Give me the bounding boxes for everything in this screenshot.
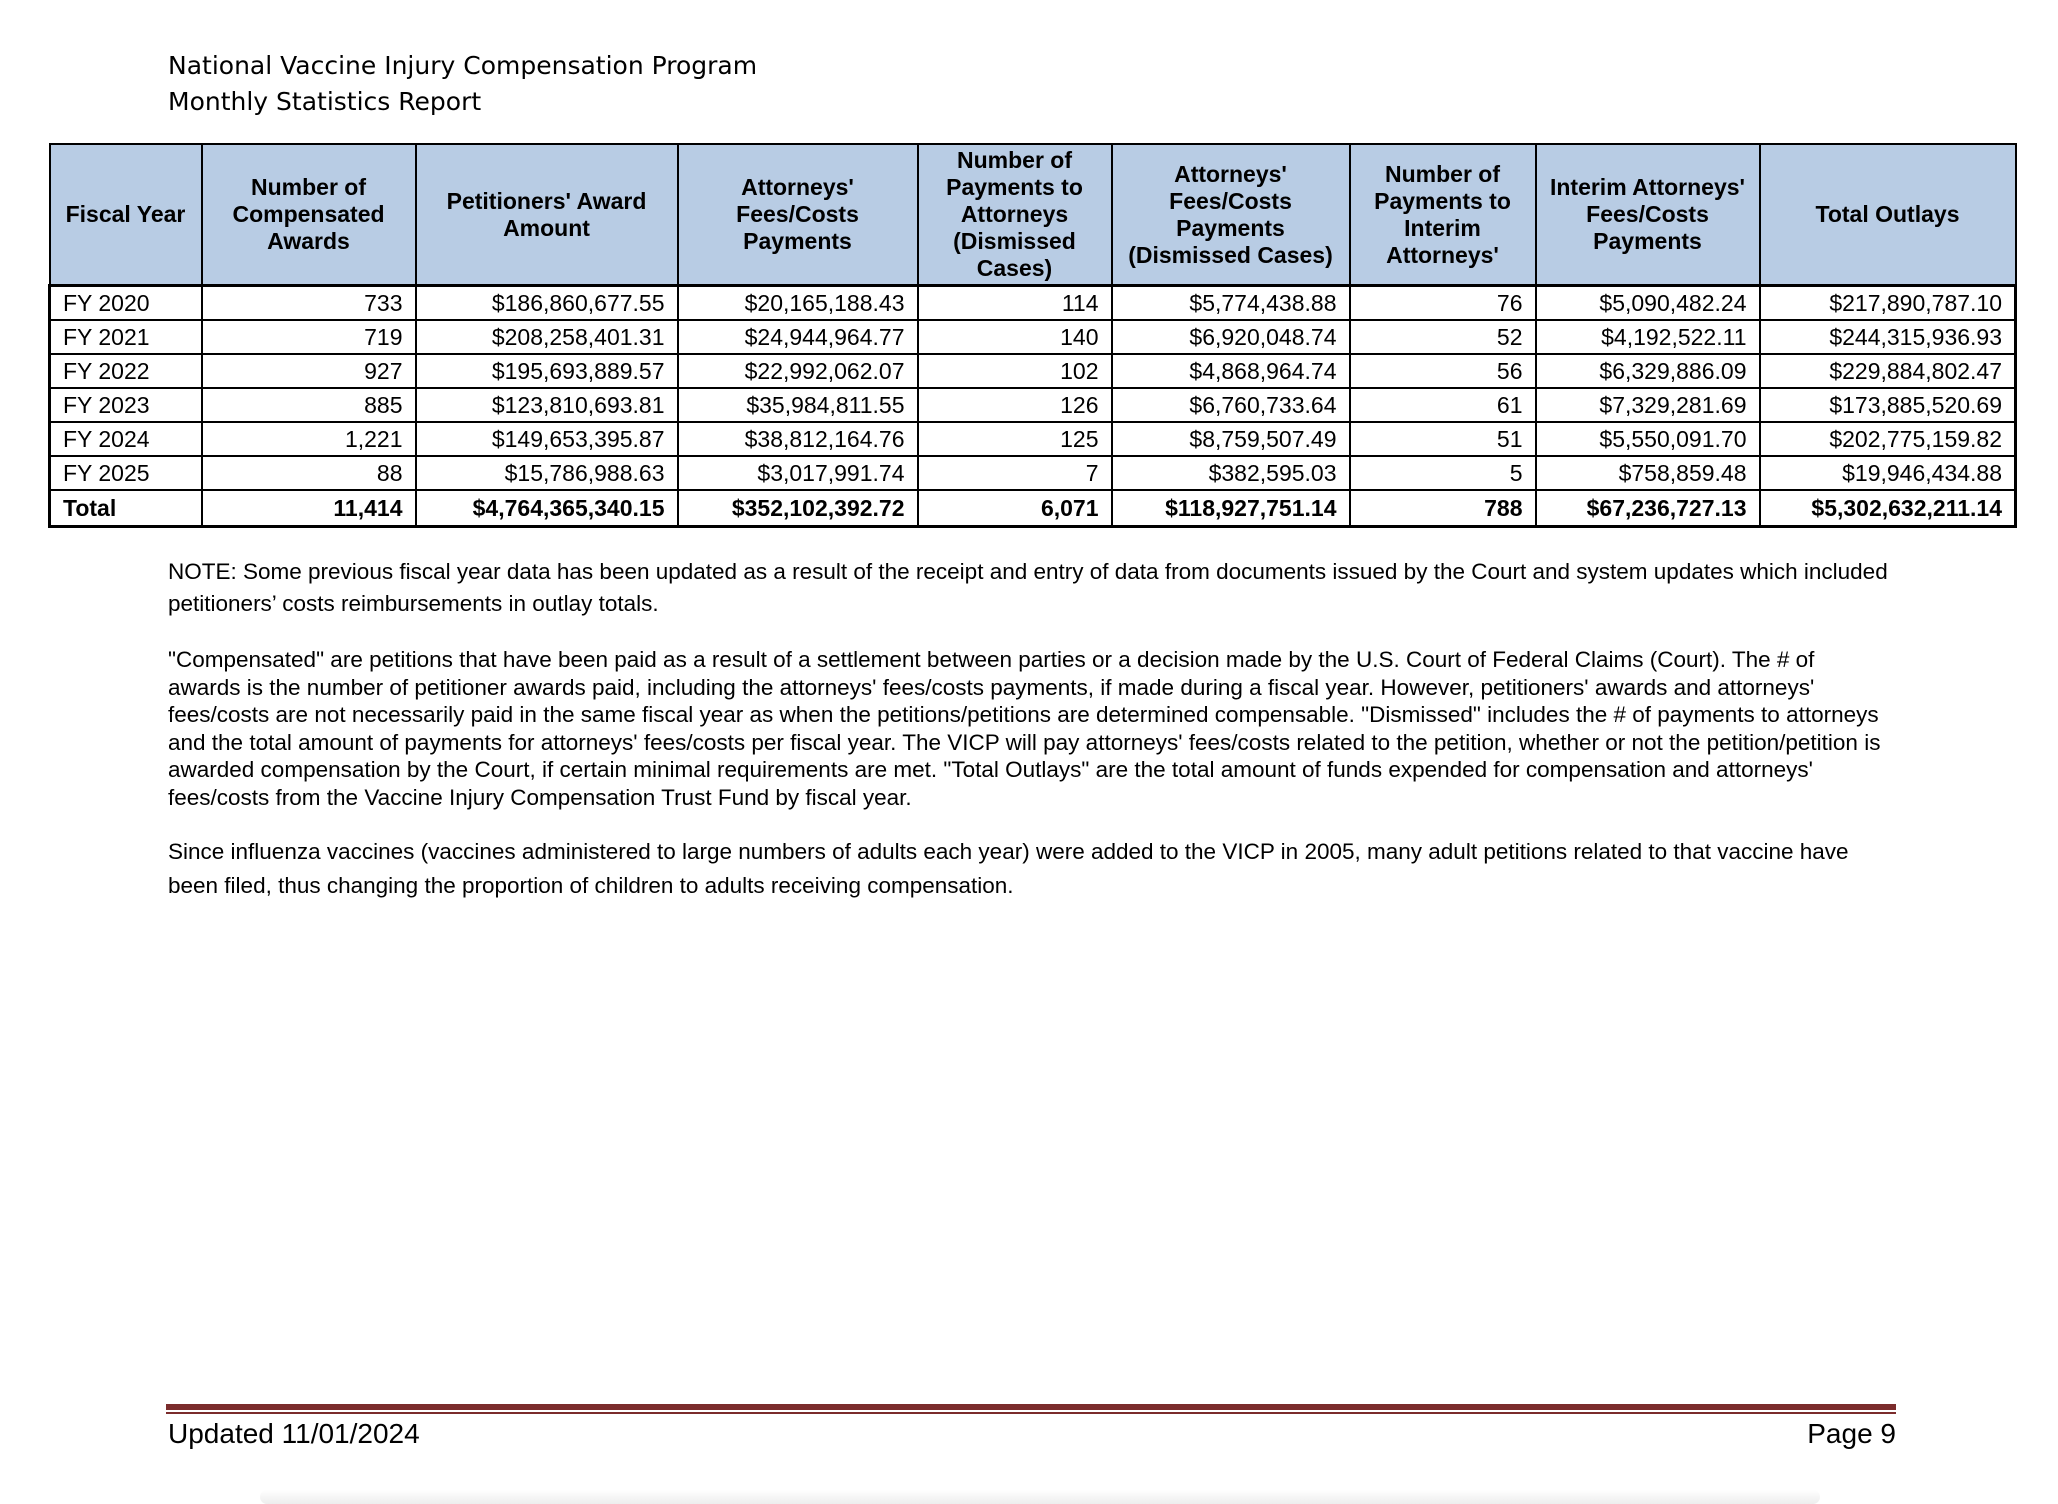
table-cell: 733	[202, 286, 416, 321]
notes-section	[168, 556, 1888, 903]
table-cell: $6,329,886.09	[1536, 354, 1760, 388]
column-header: Number of Payments to Interim Attorneys'	[1350, 144, 1536, 286]
table-cell: $186,860,677.55	[416, 286, 678, 321]
table-cell: 140	[918, 320, 1112, 354]
table-cell: 125	[918, 422, 1112, 456]
table-cell: FY 2020	[50, 286, 202, 321]
table-cell: $7,329,281.69	[1536, 388, 1760, 422]
report-header	[168, 48, 757, 120]
table-cell: FY 2024	[50, 422, 202, 456]
column-header: Number of Compensated Awards	[202, 144, 416, 286]
table-row	[50, 354, 2016, 388]
table-cell: 52	[1350, 320, 1536, 354]
table-cell: 88	[202, 456, 416, 490]
table-cell: $35,984,811.55	[678, 388, 918, 422]
table-cell: 11,414	[202, 490, 416, 527]
footer-divider-thin	[166, 1412, 1896, 1414]
table-cell: $20,165,188.43	[678, 286, 918, 321]
table-cell: $217,890,787.10	[1760, 286, 2016, 321]
table-cell: 51	[1350, 422, 1536, 456]
table-cell: $38,812,164.76	[678, 422, 918, 456]
table-cell: $67,236,727.13	[1536, 490, 1760, 527]
table-cell: $5,090,482.24	[1536, 286, 1760, 321]
table-cell: 126	[918, 388, 1112, 422]
influenza-note: Since influenza vaccines (vaccines administered to large numbers of adults each year) were added to the VICP in 2005, many adult petitions related to that vaccine have been filed, thus changing the proportion of children to adults receiving compensation.	[168, 839, 1849, 898]
table-cell: $195,693,889.57	[416, 354, 678, 388]
table-cell: 788	[1350, 490, 1536, 527]
table-cell: $3,017,991.74	[678, 456, 918, 490]
table-cell: 56	[1350, 354, 1536, 388]
table-cell: $123,810,693.81	[416, 388, 678, 422]
table-cell: 6,071	[918, 490, 1112, 527]
table-cell: $5,302,632,211.14	[1760, 490, 2016, 527]
table-cell: $22,992,062.07	[678, 354, 918, 388]
column-header: Interim Attorneys' Fees/Costs Payments	[1536, 144, 1760, 286]
table-cell: $382,595.03	[1112, 456, 1350, 490]
table-cell: $352,102,392.72	[678, 490, 918, 527]
table-row	[50, 320, 2016, 354]
table-cell: 61	[1350, 388, 1536, 422]
table-cell: $208,258,401.31	[416, 320, 678, 354]
column-header: Fiscal Year	[50, 144, 202, 286]
table-cell: $244,315,936.93	[1760, 320, 2016, 354]
table-cell: $5,774,438.88	[1112, 286, 1350, 321]
table-cell: $118,927,751.14	[1112, 490, 1350, 527]
table-cell: $24,944,964.77	[678, 320, 918, 354]
column-header: Attorneys' Fees/Costs Payments	[678, 144, 918, 286]
table-cell: Total	[50, 490, 202, 527]
table-cell: $173,885,520.69	[1760, 388, 2016, 422]
table-cell: FY 2023	[50, 388, 202, 422]
table-cell: 7	[918, 456, 1112, 490]
table-cell: 114	[918, 286, 1112, 321]
table-cell: 927	[202, 354, 416, 388]
table-cell: $8,759,507.49	[1112, 422, 1350, 456]
page-shadow	[260, 1490, 1820, 1504]
table-total-row	[50, 490, 2016, 527]
table-cell: $202,775,159.82	[1760, 422, 2016, 456]
table-cell: 102	[918, 354, 1112, 388]
statistics-table	[48, 143, 2017, 528]
table-cell: 719	[202, 320, 416, 354]
table-cell: $15,786,988.63	[416, 456, 678, 490]
column-header: Number of Payments to Attorneys (Dismissed Cases)	[918, 144, 1112, 286]
table-cell: $5,550,091.70	[1536, 422, 1760, 456]
table-cell: 1,221	[202, 422, 416, 456]
definitions-note: "Compensated" are petitions that have been paid as a result of a settlement between parties or a decision made by the U.S. Court of Federal Claims (Court). The # of awards is the number of petitioner awards paid, including the attorneys' fees/costs payments, if made during a fiscal year. However, petitioners' awards and attorneys' fees/costs are not necessarily paid in the same fiscal year as when the petitions/petitions are determined compensable. "Dismissed" includes the # of payments to attorneys and the total amount of payments for attorneys' fees/costs per fiscal year. The VICP will pay attorneys' fees/costs related to the petition, whether or not the petition/petition is awarded compensation by the Court, if certain minimal requirements are met. "Total Outlays" are the total amount of funds expended for compensation and attorneys' fees/costs from the Vaccine Injury Compensation Trust Fund by fiscal year.	[168, 647, 1881, 810]
table-cell: 76	[1350, 286, 1536, 321]
table-cell: FY 2025	[50, 456, 202, 490]
table-cell: 885	[202, 388, 416, 422]
table-cell: $6,760,733.64	[1112, 388, 1350, 422]
table-cell: $4,764,365,340.15	[416, 490, 678, 527]
table-cell: $4,192,522.11	[1536, 320, 1760, 354]
table-row	[50, 388, 2016, 422]
table-cell: 5	[1350, 456, 1536, 490]
table-cell: $229,884,802.47	[1760, 354, 2016, 388]
table-cell: FY 2022	[50, 354, 202, 388]
table-row	[50, 422, 2016, 456]
table-cell: $4,868,964.74	[1112, 354, 1350, 388]
table-row	[50, 456, 2016, 490]
column-header: Petitioners' Award Amount	[416, 144, 678, 286]
update-note: NOTE: Some previous fiscal year data has been updated as a result of the receipt and entry of data from documents issued by the Court and system updates which included petitioners’ costs reimbursements in outlay totals.	[168, 559, 1888, 616]
table-cell: $758,859.48	[1536, 456, 1760, 490]
footer-divider	[166, 1404, 1896, 1410]
program-title: National Vaccine Injury Compensation Program	[168, 51, 758, 80]
table-header-row	[50, 144, 2016, 286]
column-header: Total Outlays	[1760, 144, 2016, 286]
page-number: Page 9	[1807, 1418, 1896, 1449]
table-row	[50, 286, 2016, 321]
updated-date: Updated 11/01/2024	[168, 1418, 420, 1449]
table-cell: FY 2021	[50, 320, 202, 354]
table-cell: $19,946,434.88	[1760, 456, 2016, 490]
report-title: Monthly Statistics Report	[168, 87, 482, 116]
table-cell: $6,920,048.74	[1112, 320, 1350, 354]
column-header: Attorneys' Fees/Costs Payments (Dismissed Cases)	[1112, 144, 1350, 286]
table-cell: $149,653,395.87	[416, 422, 678, 456]
